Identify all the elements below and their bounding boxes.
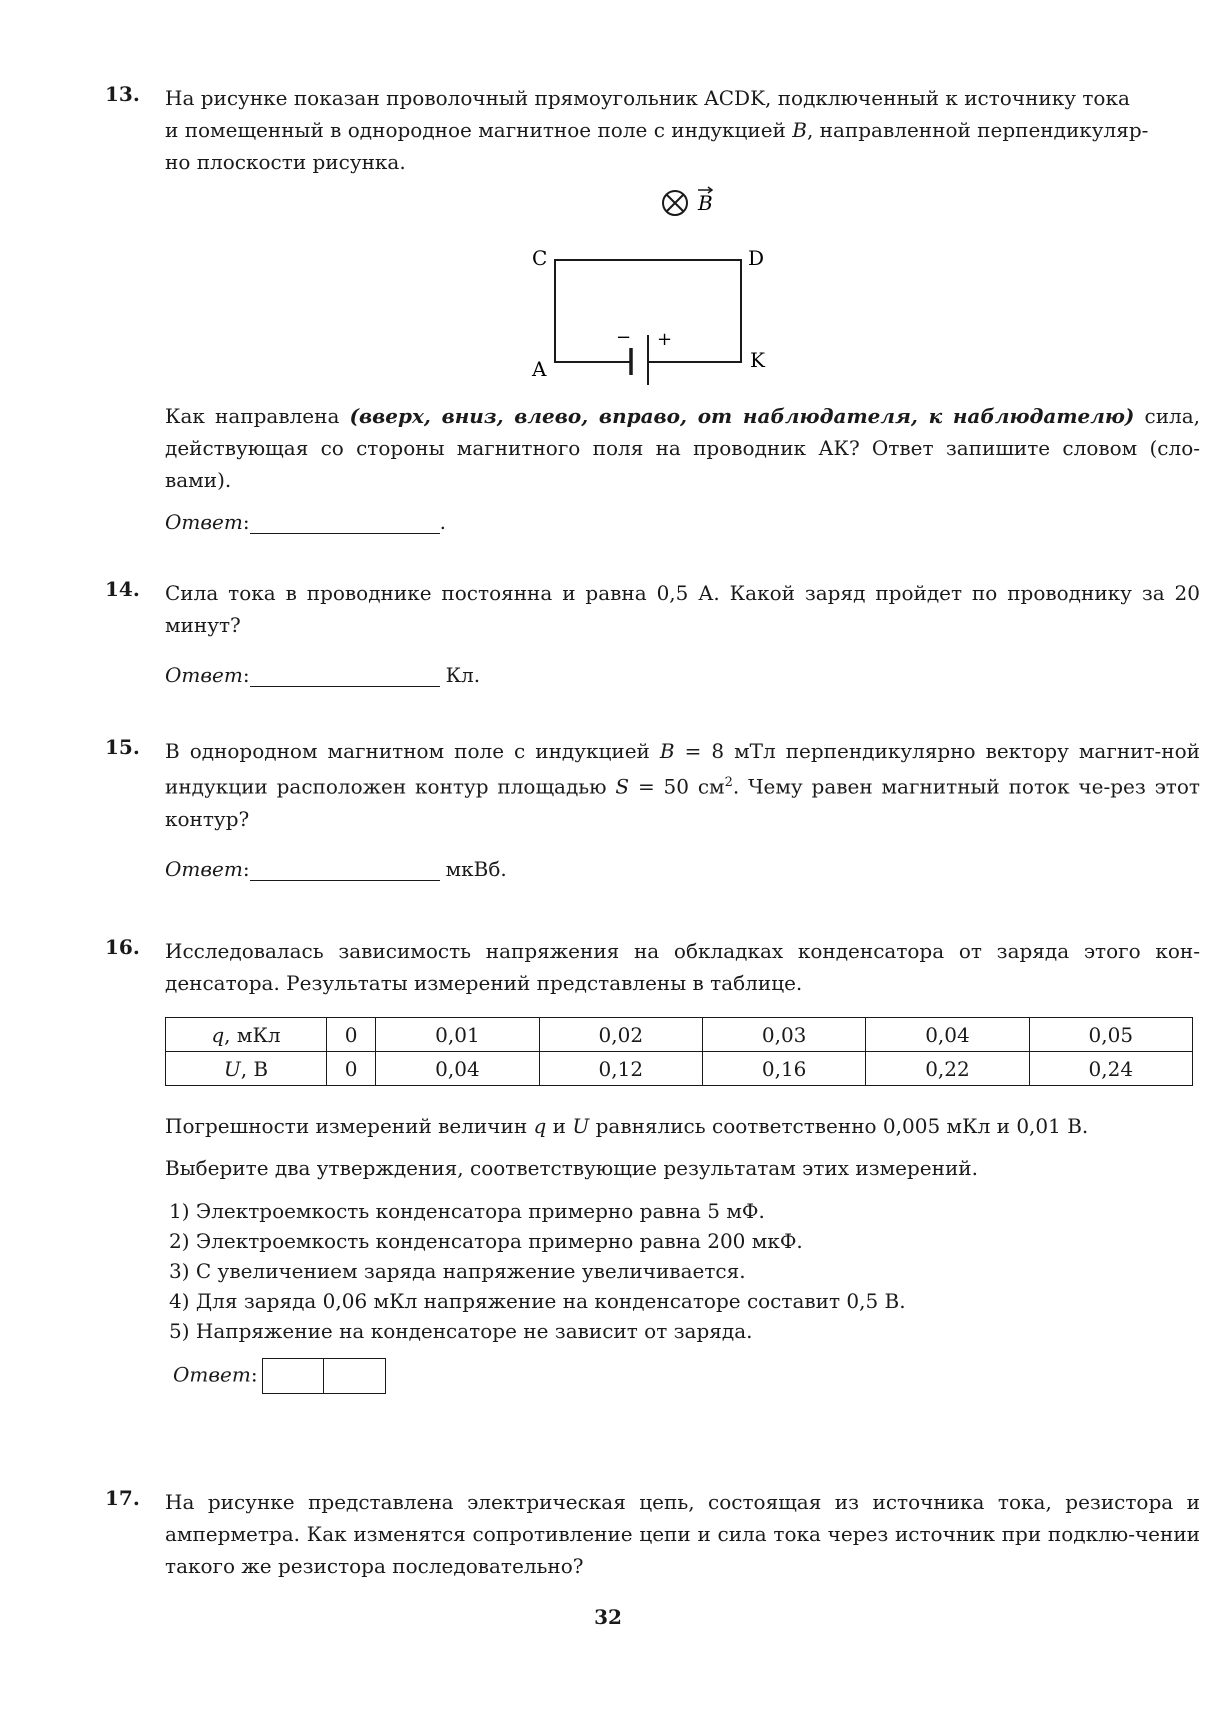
battery-minus-label: − <box>616 327 632 348</box>
table-cell: 0,04 <box>376 1052 539 1086</box>
table-cell: 0,02 <box>539 1018 702 1052</box>
task-text: В однородном магнитном поле с индукцией B = 8 мТл перпендикулярно вектору магнит-ной индукции расположен контур площадью S = 50 $см^2$. Чему равен магнитный поток че-рез этот контур? <box>165 739 1201 831</box>
corner-label-c: C <box>532 246 548 270</box>
answer-options <box>165 1196 1200 1346</box>
list-item: 1) Электроемкость конденсатора примерно равна 5 мФ. <box>169 1199 765 1223</box>
table-cell: 0 <box>327 1018 376 1052</box>
task-text: На рисунке представлена электрическая цепь, состоящая из источника тока, резистора и амперметра. Как изменятся сопротивление цепи и сила тока через источник при подклю-чении такого же резистора последовательно? <box>165 1490 1200 1578</box>
task-number: 15. <box>105 735 140 759</box>
answer-blank[interactable] <box>250 513 440 534</box>
list-item: 4) Для заряда 0,06 мКл напряжение на конденсаторе составит 0,5 В. <box>169 1289 906 1313</box>
field-label: B <box>698 191 713 215</box>
circuit-figure <box>520 185 780 385</box>
task-text: На рисунке показан проволочный прямоугольник ACDK, подключенный к источнику тока и помещенный в однородное магнитное поле с индукцией B, направленной перпендикуляр- но плоскости рисунка. <box>165 86 1149 174</box>
answer-line-16: Ответ: <box>173 1358 1200 1394</box>
table-cell: 0,24 <box>1029 1052 1192 1086</box>
task-number: 14. <box>105 577 140 601</box>
page-number: 32 <box>594 1605 622 1629</box>
task-number: 17. <box>105 1486 140 1510</box>
task-17 <box>105 1486 1200 1582</box>
answer-line-13: Ответ: . <box>165 510 446 534</box>
task-14 <box>105 577 1200 687</box>
row-header-u: U, В <box>166 1052 327 1086</box>
measurement-table <box>165 1017 1193 1086</box>
field-into-page-icon <box>663 191 687 215</box>
corner-label-d: D <box>748 246 765 270</box>
table-cell: 0,01 <box>376 1018 539 1052</box>
corner-label-a: A <box>532 357 547 381</box>
task-13 <box>105 82 1200 178</box>
list-item: 5) Напряжение на конденсаторе не зависит от заряда. <box>169 1319 753 1343</box>
corner-label-k: K <box>750 348 765 372</box>
table-cell: 0,16 <box>702 1052 865 1086</box>
task-text: Исследовалась зависимость напряжения на обкладках конденсатора от заряда этого кон-денсатора. Результаты измерений представлены в таблице. <box>165 939 1200 995</box>
task-15 <box>105 735 1200 881</box>
task-text: Сила тока в проводнике постоянна и равна 0,5 А. Какой заряд пройдет по проводнику за 20 минут? <box>165 581 1200 637</box>
task-13-question: Как направлена (вверх, вниз, влево, вправо, от наблюдателя, к наблюдателю) сила, действующая со стороны магнитного поля на проводник АК? Ответ запишите словом (сло-вами). Ответ: . <box>165 404 1201 534</box>
table-cell: 0,04 <box>866 1018 1029 1052</box>
list-item: 3) С увеличением заряда напряжение увеличивается. <box>169 1259 746 1283</box>
answer-blank[interactable] <box>250 860 440 881</box>
task-number: 13. <box>105 82 140 106</box>
errors-text: Погрешности измерений величин q и U равнялись соответственно 0,005 мКл и 0,01 В. <box>165 1114 1089 1138</box>
table-cell: 0,12 <box>539 1052 702 1086</box>
task-number: 16. <box>105 935 140 959</box>
table-row <box>166 1018 1193 1052</box>
answer-blank[interactable] <box>250 666 440 687</box>
answer-cells[interactable] <box>262 1358 386 1394</box>
list-item: 2) Электроемкость конденсатора примерно равна 200 мкФ. <box>169 1229 803 1253</box>
table-cell: 0,03 <box>702 1018 865 1052</box>
table-cell: 0 <box>327 1052 376 1086</box>
answer-line-15: Ответ: мкВб. <box>165 856 507 881</box>
instruction-text: Выберите два утверждения, соответствующие результатам этих измерений. <box>165 1156 978 1180</box>
row-header-q: q, мКл <box>166 1018 327 1052</box>
task-16 <box>105 935 1200 1394</box>
answer-line-14: Ответ: Кл. <box>165 663 481 687</box>
table-row <box>166 1052 1193 1086</box>
table-cell: 0,22 <box>866 1052 1029 1086</box>
battery-plus-label: + <box>657 329 673 350</box>
table-cell: 0,05 <box>1029 1018 1192 1052</box>
